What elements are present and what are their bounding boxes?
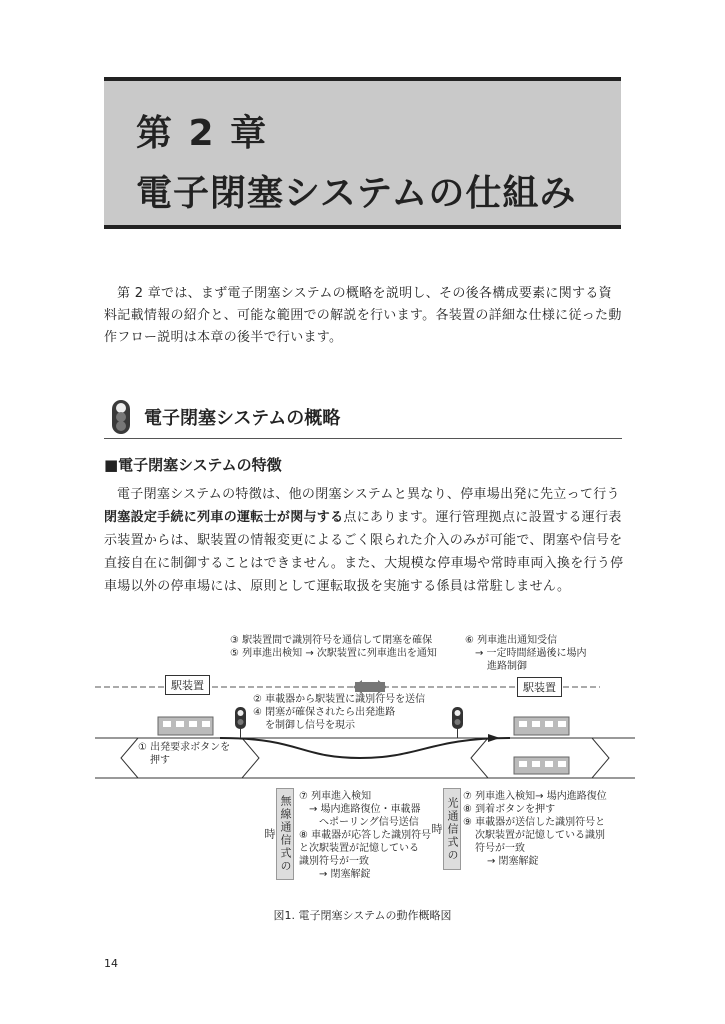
route-path [220,738,510,758]
chapter-title: 電子閉塞システムの仕組み [136,173,577,214]
section-heading [104,394,622,439]
figure-caption: 図1. 電子閉塞システムの動作概略図 [273,909,452,922]
station-right-label: 駅装置 [517,677,562,697]
note-left: ① 出発要求ボタンを 押す [138,742,231,766]
optical-steps: ⑦ 列車進入検知→ 場内進路復位 ⑧ 到着ボタンを押す ⑨ 車載器が送信した識別符号と 次駅装置が記憶している識別 符号が一致 → 閉塞解錠 [463,791,607,867]
intro-paragraph: 第 2 章では、まず電子閉塞システムの概略を説明し、その後各構成要素に関する資料記載情報の紹介と、可能な範囲での解説を行います。各装置の詳細な仕様に従った動作フロー説明は本章の後半で行います。 [104,286,622,345]
subsection-title: ■電子閉塞システムの特徴 [104,456,282,474]
operation-diagram [90,630,635,880]
optical-label: 光通信式の時 [443,788,461,870]
train-left [158,717,213,735]
signal-icon [112,400,130,434]
note-top-left: ③ 駅装置間で識別符号を通信して閉塞を確保 ⑤ 列車進出検知 → 次駅装置に列車進出を通知 [230,635,437,659]
section-title: 電子閉塞システムの概略 [144,408,341,429]
wireless-label: 無線通信式の時 [276,788,294,880]
signal-left [235,707,246,738]
chapter-number: 第 2 章 [136,113,269,154]
chapter-header [104,77,621,229]
station-left-label: 駅装置 [165,675,210,695]
note-top-right: ⑥ 列車進出通知受信 → 一定時間経過後に場内 進路制御 [465,635,587,672]
wireless-steps: ⑦ 列車進入検知 → 場内進路復位・車載器 へポーリング信号送信 ⑧ 車載器が応答した識別符号 と次駅装置が記憶している 識別符号が一致 → 閉塞解錠 [299,791,432,880]
page-number: 14 [104,957,118,970]
body-paragraph: 電子閉塞システムの特徴は、他の閉塞システムと異なり、停車場出発に先立って行う閉塞設定手続に列車の運転士が関与する点にあります。運行管理拠点に設置する運行表示装置からは、駅装置の情報変更によるごく限られた介入のみが可能で、閉塞や信号を直接自在に制御することはできません。また、大規模な停車場や常時車両入換を行う停車場以外の停車場には、原則として運転取扱を実施する係員は常駐しません。 [104,487,624,594]
note-mid: ② 車載器から駅装置に識別符号を送信 ④ 閉塞が確保されたら出発進路 を制御し信号を現示 [253,694,426,731]
signal-right [452,707,463,738]
train-right [514,717,569,735]
emphasis-text: 閉塞設定手続に列車の運転士が関与する [104,510,344,525]
train-siding [514,757,569,774]
